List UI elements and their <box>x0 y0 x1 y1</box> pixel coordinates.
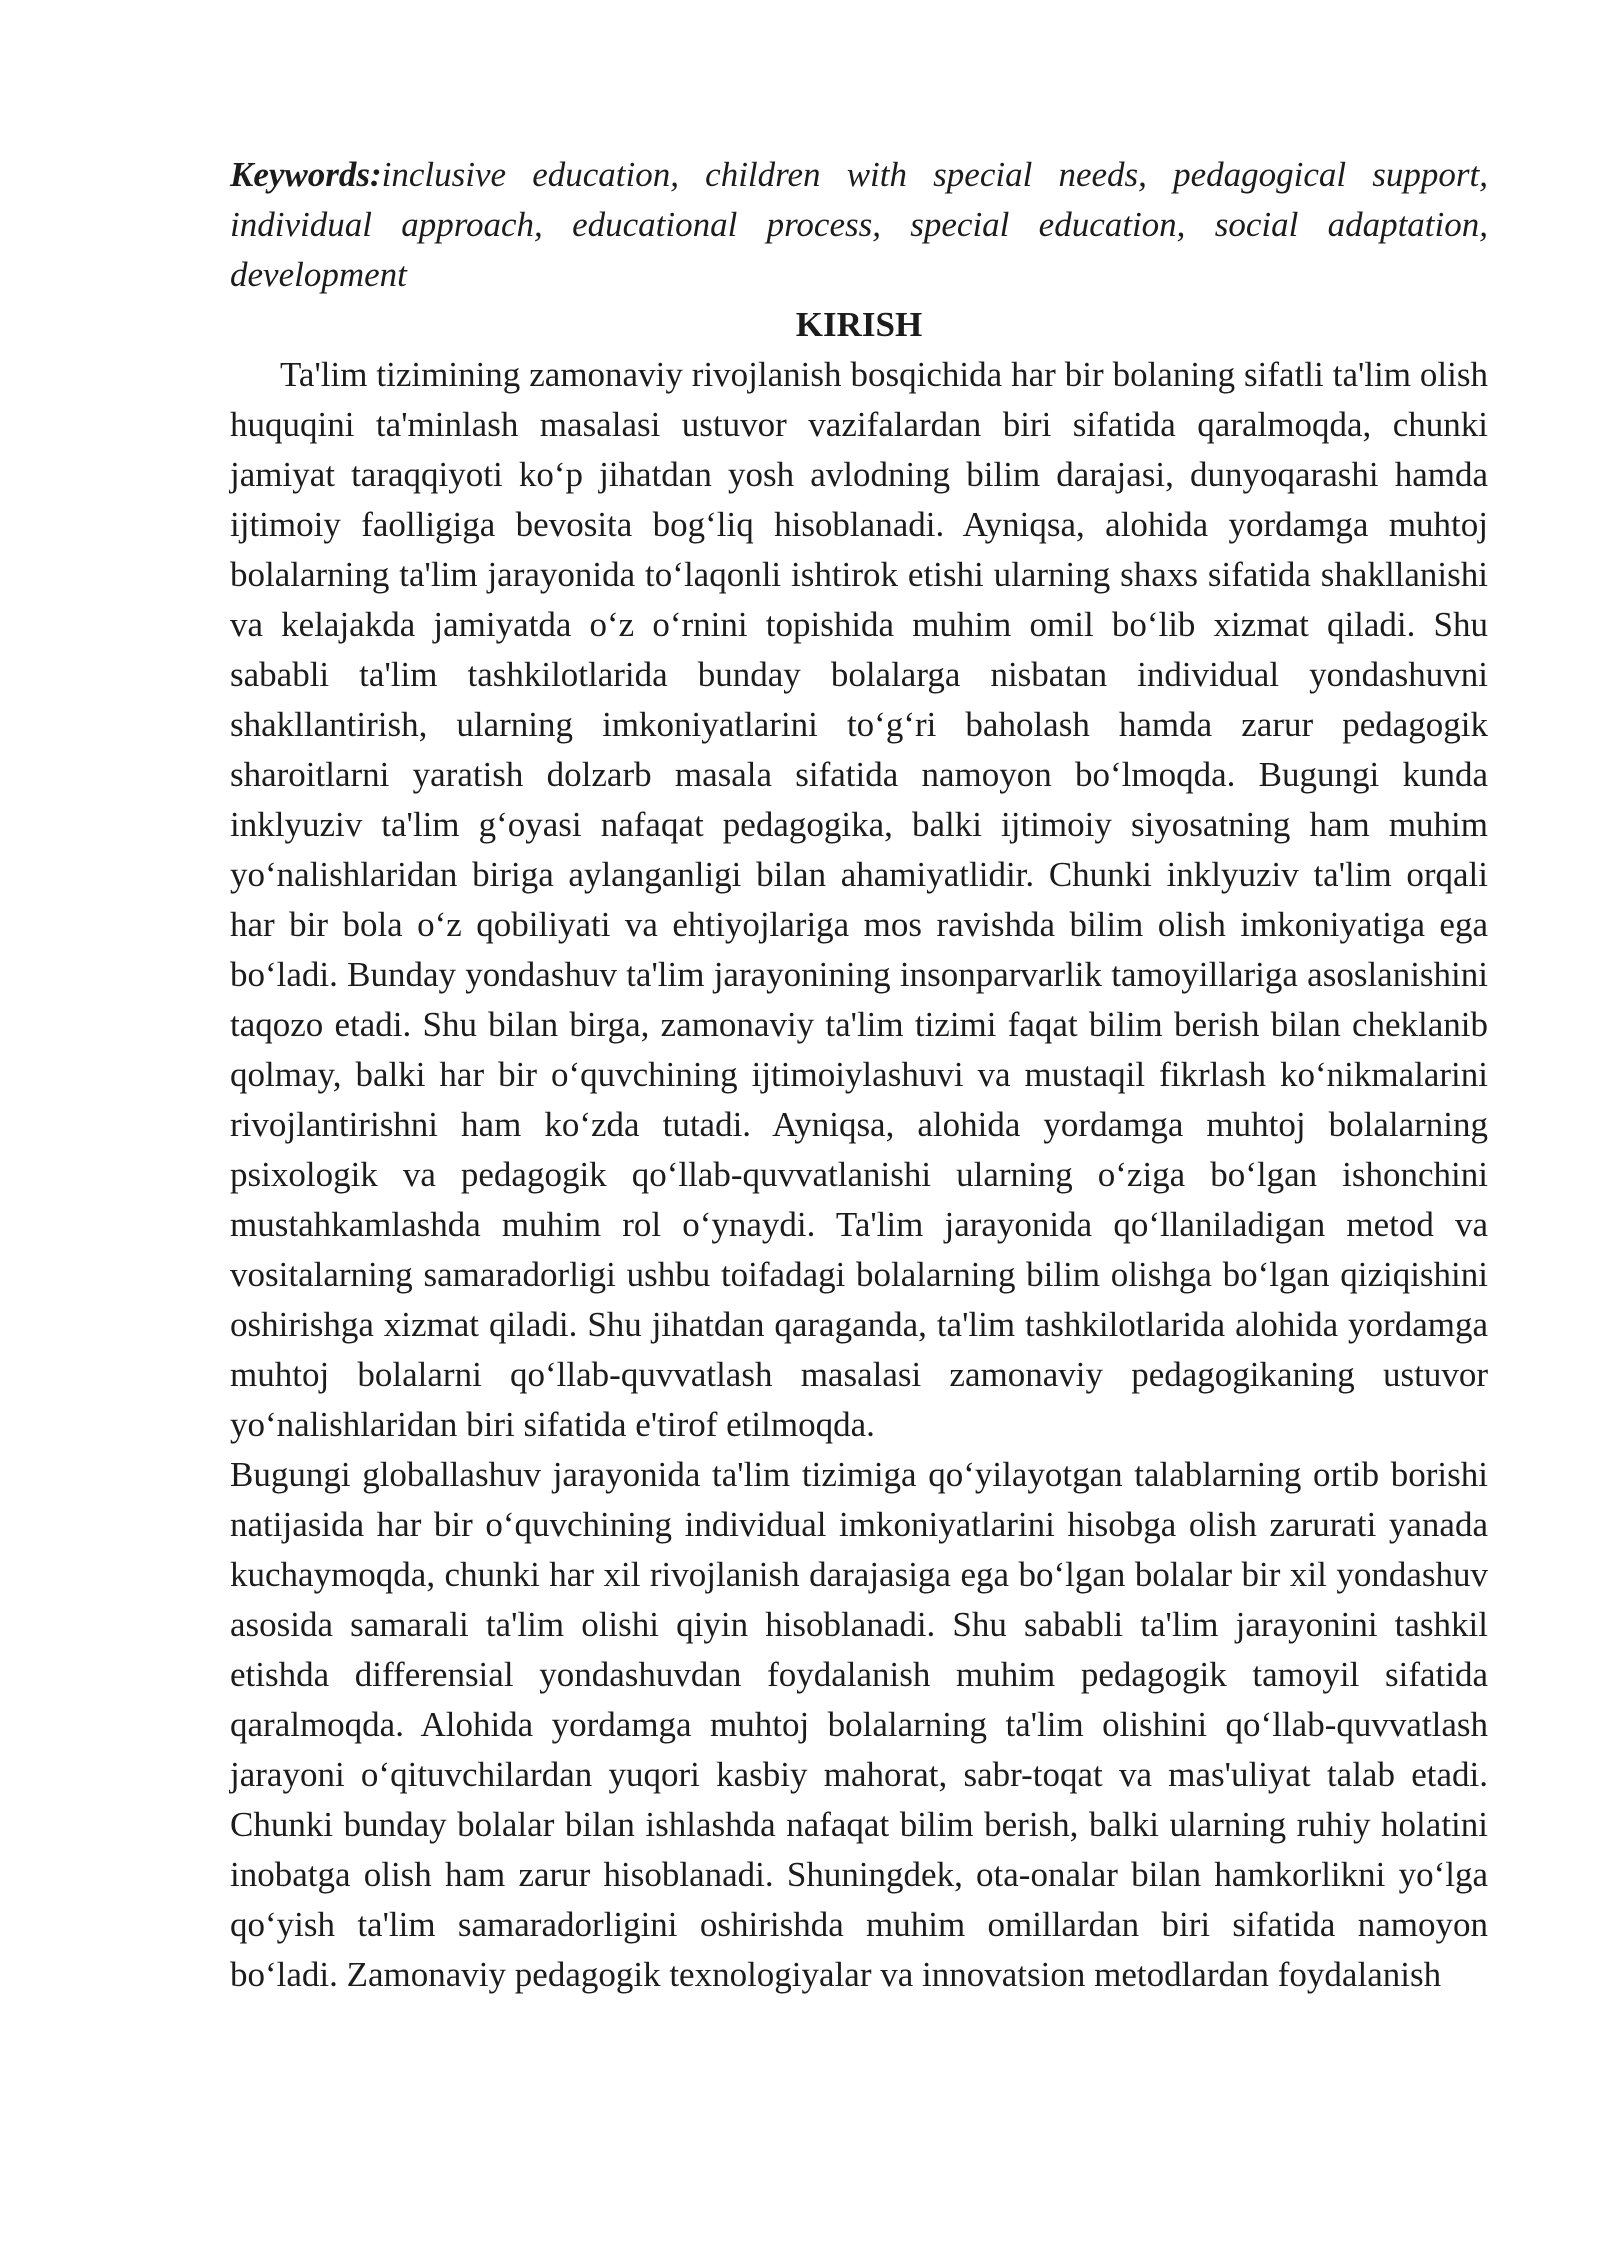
keywords-paragraph <box>230 150 1488 300</box>
keywords-label: Keywords: <box>230 155 382 194</box>
body-paragraph-1: Ta'lim tizimining zamonaviy rivojlanish bosqichida har bir bolaning sifatli ta'lim olish huquqini ta'minlash masalasi ustuvor vazifalardan biri sifatida qaralmoqda, chunki jamiyat taraqqiyoti ko‘p jihatdan yosh avlodning bilim darajasi, dunyoqarashi hamda ijtimoiy faolligiga bevosita bog‘liq hisoblanadi. Ayniqsa, alohida yordamga muhtoj bolalarning ta'lim jarayonida to‘laqonli ishtirok etishi ularning shaxs sifatida shakllanishi va kelajakda jamiyatda o‘z o‘rnini topishida muhim omil bo‘lib xizmat qiladi. Shu sababli ta'lim tashkilotlarida bunday bolalarga nisbatan individual yondashuvni shakllantirish, ularning imkoniyatlarini to‘g‘ri baholash hamda zarur pedagogik sharoitlarni yaratish dolzarb masala sifatida namoyon bo‘lmoqda. Bugungi kunda inklyuziv ta'lim g‘oyasi nafaqat pedagogika, balki ijtimoiy siyosatning ham muhim yo‘nalishlaridan biriga aylanganligi bilan ahamiyatlidir. Chunki inklyuziv ta'lim orqali har bir bola o‘z qobiliyati va ehtiyojlariga mos ravishda bilim olish imkoniyatiga ega bo‘ladi. Bunday yondashuv ta'lim jarayonining insonparvarlik tamoyillariga asoslanishini taqozo etadi. Shu bilan birga, zamonaviy ta'lim tizimi faqat bilim berish bilan cheklanib qolmay, balki har bir o‘quvchining ijtimoiylashuvi va mustaqil fikrlash ko‘nikmalarini rivojlantirishni ham ko‘zda tutadi. Ayniqsa, alohida yordamga muhtoj bolalarning psixologik va pedagogik qo‘llab-quvvatlanishi ularning o‘ziga bo‘lgan ishonchini mustahkamlashda muhim rol o‘ynaydi. Ta'lim jarayonida qo‘llaniladigan metod va vositalarning samaradorligi ushbu toifadagi bolalarning bilim olishga bo‘lgan qiziqishini oshirishga xizmat qiladi. Shu jihatdan qaraganda, ta'lim tashkilotlarida alohida yordamga muhtoj bolalarni qo‘llab-quvvatlash masalasi zamonaviy pedagogikaning ustuvor yo‘nalishlaridan biri sifatida e'tirof etilmoqda. <box>230 355 1488 1444</box>
keywords-text: inclusive education, children with special needs, pedagogical support, individual approach, educational process, special education, social adaptation, development <box>230 155 1488 294</box>
section-heading: KIRISH <box>795 305 923 344</box>
body-paragraph-2: Bugungi globallashuv jarayonida ta'lim tizimiga qo‘yilayotgan talablarning ortib borishi natijasida har bir o‘quvchining individual imkoniyatlarini hisobga olish zarurati yanada kuchaymoqda, chunki har xil rivojlanish darajasiga ega bo‘lgan bolalar bir xil yondashuv asosida samarali ta'lim olishi qiyin hisoblanadi. Shu sababli ta'lim jarayonini tashkil etishda differensial yondashuvdan foydalanish muhim pedagogik tamoyil sifatida qaralmoqda. Alohida yordamga muhtoj bolalarning ta'lim olishini qo‘llab-quvvatlash jarayoni o‘qituvchilardan yuqori kasbiy mahorat, sabr-toqat va mas'uliyat talab etadi. Chunki bunday bolalar bilan ishlashda nafaqat bilim berish, balki ularning ruhiy holatini inobatga olish ham zarur hisoblanadi. Shuningdek, ota-onalar bilan hamkorlikni yo‘lga qo‘yish ta'lim samaradorligini oshirishda muhim omillardan biri sifatida namoyon bo‘ladi. Zamonaviy pedagogik texnologiyalar va innovatsion metodlardan foydalanish <box>230 1455 1488 1994</box>
document-page <box>230 150 1488 2000</box>
